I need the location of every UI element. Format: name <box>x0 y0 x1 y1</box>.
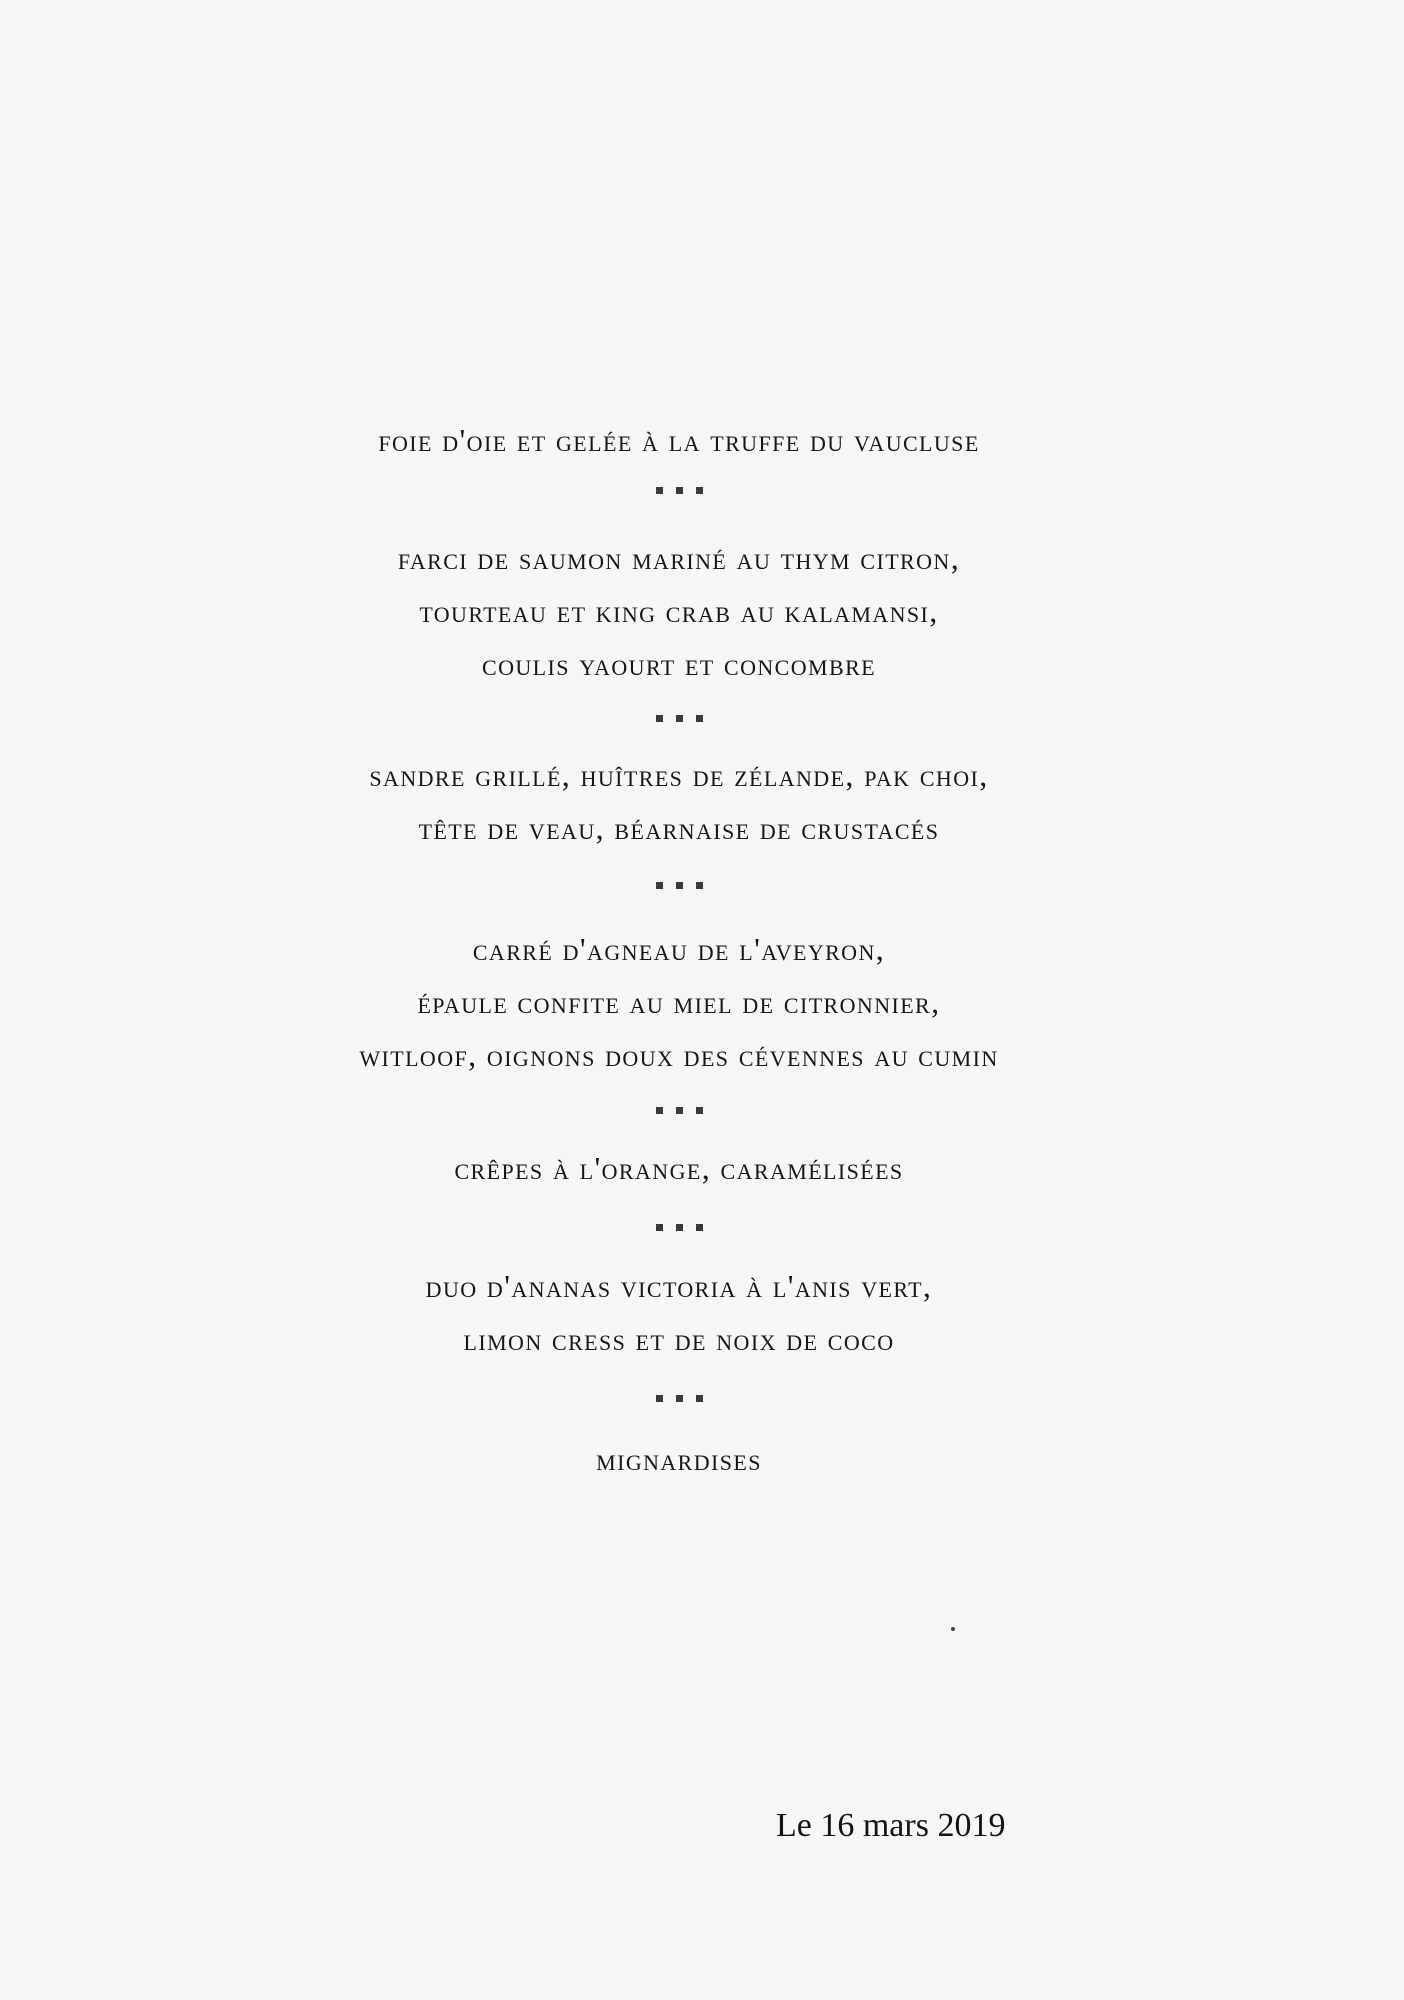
course-line: farci de saumon mariné au thym citron, <box>397 540 961 576</box>
separator-dot <box>676 1224 683 1231</box>
separator-dot <box>696 487 703 494</box>
course-line: limon cress et de noix de coco <box>463 1321 895 1357</box>
course-line: foie d'oie et gelée à la truffe du vaucluse <box>378 422 980 458</box>
course-line: crêpes à l'orange, caramélisées <box>454 1150 904 1186</box>
paper-speck <box>951 1627 955 1631</box>
separator-dot <box>656 1224 663 1231</box>
separator <box>0 1217 1358 1237</box>
course-line: sandre grillé, huîtres de zélande, pak choi, <box>369 757 989 793</box>
separator-dot <box>696 715 703 722</box>
course-line: coulis yaourt et concombre <box>482 646 876 682</box>
course-5 <box>0 1142 1358 1195</box>
separator-dot <box>656 1395 663 1402</box>
menu-date: Le 16 mars 2019 <box>776 1807 1006 1844</box>
course-4 <box>0 923 1358 1082</box>
separator-dot <box>676 1395 683 1402</box>
course-line: duo d'ananas victoria à l'anis vert, <box>425 1268 933 1304</box>
separator-dot <box>696 1224 703 1231</box>
separator <box>0 1388 1358 1408</box>
course-7 <box>0 1433 1358 1486</box>
separator-dot <box>696 1395 703 1402</box>
course-line: carré d'agneau de l'aveyron, <box>472 931 886 967</box>
course-line: witloof, oignons doux des cévennes au cumin <box>359 1037 999 1073</box>
separator-dot <box>676 1107 683 1114</box>
separator <box>0 875 1358 895</box>
separator-dot <box>676 882 683 889</box>
course-3 <box>0 749 1358 855</box>
separator-dot <box>656 715 663 722</box>
separator <box>0 708 1358 728</box>
separator-dot <box>696 882 703 889</box>
separator-dot <box>676 715 683 722</box>
course-line: épaule confite au miel de citronnier, <box>417 984 941 1020</box>
separator-dot <box>656 882 663 889</box>
separator <box>0 480 1358 500</box>
separator-dot <box>656 1107 663 1114</box>
course-line: tourteau et king crab au kalamansi, <box>419 593 939 629</box>
course-1 <box>0 414 1358 467</box>
course-6 <box>0 1260 1358 1366</box>
course-2 <box>0 532 1358 691</box>
separator <box>0 1100 1358 1120</box>
course-line: mignardises <box>596 1441 762 1477</box>
separator-dot <box>656 487 663 494</box>
course-line: tête de veau, béarnaise de crustacés <box>418 810 940 846</box>
separator-dot <box>676 487 683 494</box>
separator-dot <box>696 1107 703 1114</box>
